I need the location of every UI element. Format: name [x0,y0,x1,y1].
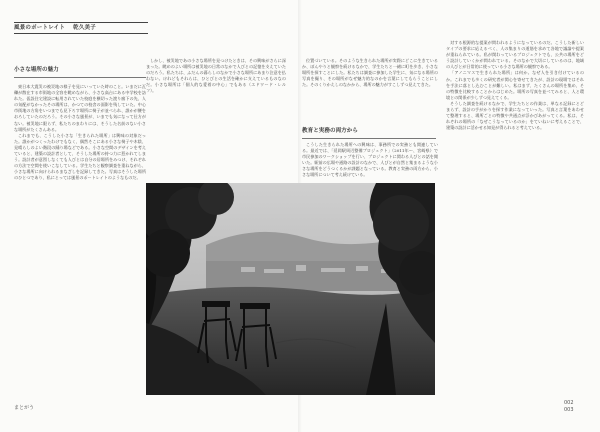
folio-right-2: 003 [564,407,574,413]
paragraph: そうした調査を続けるなかで、学生たちとの作業は、単なる記録にとどまらず、設計の手がかりを探す作業になっていった。写真と言葉をあわせて整理すると、場所ごとの特徴や共通点が浮かびあがってくる。私は、それぞれの場所の「なぜこうなっているのか」をていねいに考えることで、建築の設計に活かせる知見が得られると考えている。 [446,100,584,131]
heading-rule-2 [302,138,436,139]
text-column-3b [302,142,438,180]
text-column-1 [14,84,146,387]
paragraph: しかし、被災地であの小さな場所を見つけたときは、その興味がさらに深まった。眺めのよい場所は被災地の日常のなかで人びとの記憶を支えていたのだろう。私たちは、ふだんの暮らしのなかで小さな場所にあまり注意を払わない。けれどもそれらは、ひとびとの生活を確かに支えているものなのだ。小さな場所は「個人的な愛着の中心」でもある（エドワード・レルフ）。 [146,58,286,94]
heading-rule-1 [14,77,146,78]
text-column-3a [302,58,438,116]
chairs-under-trees-photo [146,183,435,395]
paragraph: 東日本大震災の被災地の様子を見にいっていた時のこと。いまだに瓦礫が散在する市街地の全容を眺めながら、小さな高台にある中学校を訪れた。仮設住宅建設に転用されていた校庭を横切った渡り廊下の先、人の気配がなかったその場所は、かつての校舎の面影を残していた。中心市街地の方角をいつまでも見下ろす場所に椅子が並べられ、誰かが腰をおろしていたのだろう。その小さな風景が、いまでも気になって仕方がない。被災地に限らず、私たちのまわりには、そうした名前のない小さな場所がたくさんある。 [14,84,146,132]
paragraph: こうした生きられた場所への興味は、事務所での実務とも関連している。最近では、「延岡駅周辺整備プロジェクト」（2011年〜、宮崎県）で市民参加のワークショップを行い、プロジェクトに関わる人びとの話を聞いた。駅前の広場や通路の設計のなかで、人びとが自然と集まるような小さな場所をどうつくるかが課題となっている。教育と実務の両方から、小さな場所について考え続けている。 [302,142,438,178]
text-column-2 [146,58,286,178]
landscape-photo [146,183,435,395]
folio-left: まとがう [14,405,35,411]
series-title: 風景のポートレイト [14,25,66,31]
text-column-4 [446,40,584,400]
author-name: 乾久美子 [73,25,96,31]
folio-right-1: 002 [564,400,574,406]
paragraph: 「アノニマスで生きられた場所」は何か。なぜ人を引き付けているのか。これまでも多くの研究者が関心を寄せてきたが、設計の現場ではそれを手法に落とし込むことが難しい。私はまず、たくさんの場所を集め、その特徴を比較することからはじめた。場所の写真を並べてみると、人と環境との関係が少しずつ見えてくる。 [446,70,584,100]
paragraph: これまでも、こうした小さな「生きられた場所」は興味の対象だった。誰かがつくったわけでもなく、偶然そこにある小さな椅子や木陰、見晴らしのよい階段の踊り場などである。小さな空間のデザインを考えていると、建築の設計者として、そうした場所の持つ力に惹かれてしまう。設計者が意図しなくても人びとは自分の居場所をみつけ、それぞれの方法で空間を使いこなしている。学生たちと観察調査を重ねながら、小さな場所に向けられるまなざしを記録してきた。写真はそうした場所のひとつであり、私にとっては風景のポートレイトのようなものだ。 [14,132,146,181]
paragraph: 対する根源的な提案が問われるようになっているのだ。こうした新しいタイプの要求に応えるべく、人の集まりの道筋を求めて各地で議論や提案が重ねられている。私が関わっているプロジェクトでも、公共の場所をどう設計していくかが問われている。そのなかで大切にしているのは、地域の人びとが日常的に使っている小さな場所の観察である。 [446,40,584,70]
article-header [14,22,148,34]
section-heading-2: 教育と実務の両方から [302,128,358,134]
section-heading-1: 小さな場所の魅力 [14,67,59,73]
paragraph: 位置づいている。そのような生きられた場所が実際にどこに生きているか、ぼんやりと観察を続けるなかで、学生たちと一緒に町を歩き、小さな場所を探すことにした。私たちは調査に参加した学生に、気になる場所の写真を撮り、その場所がなぜ魅力的なのかを言葉にしてもらうことにした。そのくりかえしのなかから、場所の魅力がすこしずつ見えてきた。 [302,58,438,88]
